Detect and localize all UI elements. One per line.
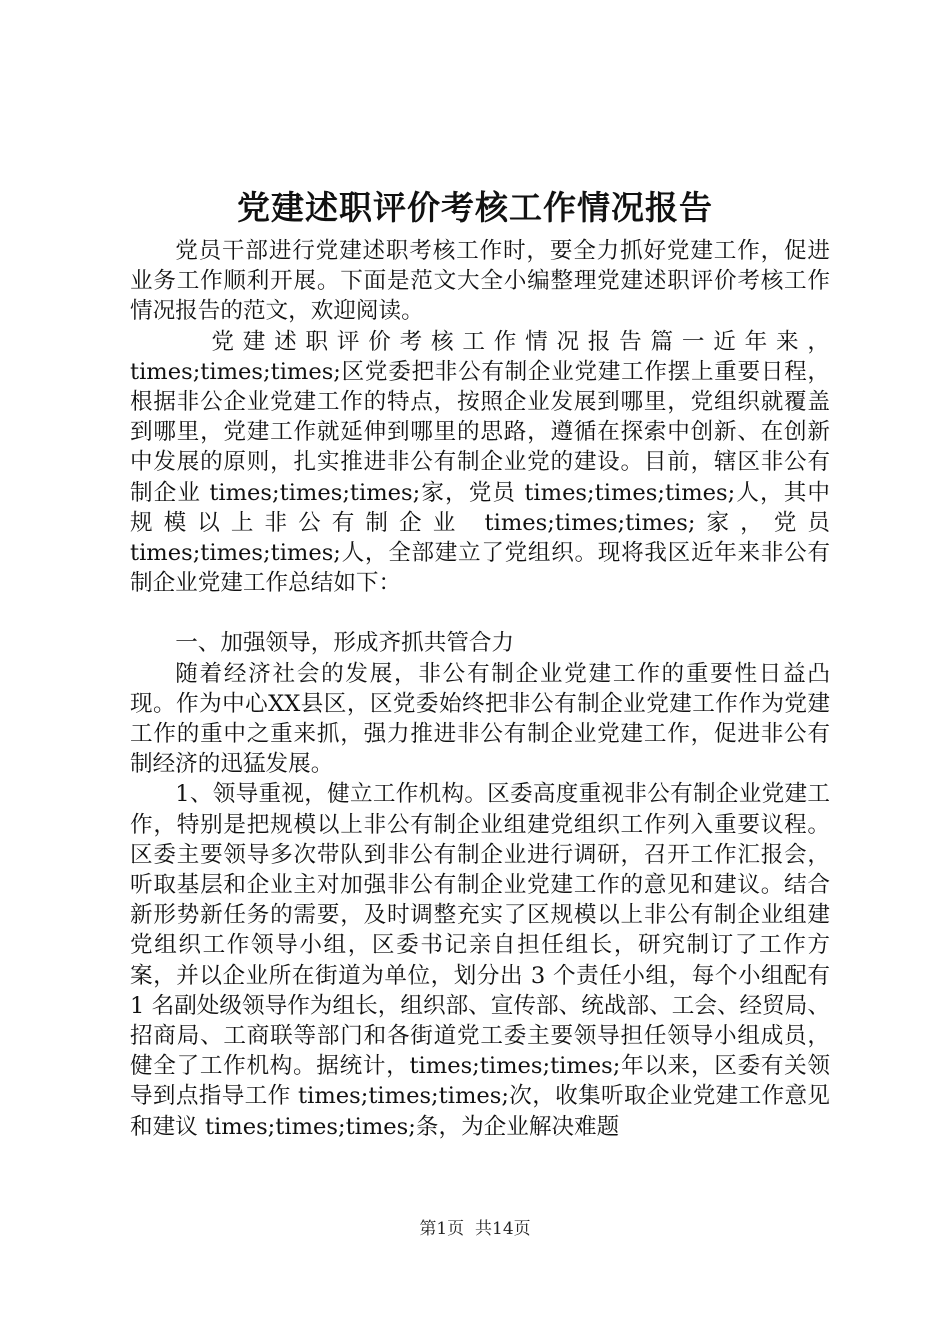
page-footer — [0, 1214, 950, 1239]
page-total: 共14页 — [475, 1219, 531, 1239]
section-heading: 一、加强领导，形成齐抓共管合力 — [175, 630, 515, 657]
section-paragraph: 随着经济社会的发展，非公有制企业党建工作的重要性日益凸现。作为中心XX县区，区党委始终把非公有制企业党建工作作为党建工作的重中之重来抓，强力推进非公有制企业党建工作，促进非公有制经济的迅猛发展。 — [130, 660, 830, 778]
report-paragraph: 党建述职评价考核工作情况报告篇一近年来，times;times;times;区党委把非公有制企业党建工作摆上重要日程，根据非公企业党建工作的特点，按照企业发展到哪里，党组织就覆盖到哪里，党建工作就延伸到哪里的思路，遵循在探索中创新、在创新中发展的原则，扎实推进非公有制企业党的建设。目前，辖区非公有制企业 times;times;times;家，党员 times;times;times;人，其中规模以上非公有制企业 times;times;times;家，党员 times;times;times;人，全部建立了党组织。现将我区近年来非公有制企业党建工作总结如下： — [130, 328, 830, 597]
document-body — [130, 236, 830, 1142]
item-paragraph: 1、领导重视，健立工作机构。区委高度重视非公有制企业党建工作，特别是把规模以上非公有制企业组建党组织工作列入重要议程。区委主要领导多次带队到非公有制企业进行调研，召开工作汇报会，听取基层和企业主对加强非公有制企业党建工作的意见和建议。结合新形势新任务的需要，及时调整充实了区规模以上非公有制企业组建党组织工作领导小组，区委书记亲自担任组长，研究制订了工作方案，并以企业所在街道为单位，划分出 3 个责任小组，每个小组配有 1 名副处级领导作为组长，组织部、宣传部、统战部、工会、经贸局、招商局、工商联等部门和各街道党工委主要领导担任领导小组成员，健全了工作机构。据统计，times;times;times;年以来，区委有关领导到点指导工作 times;times;times;次，收集听取企业党建工作意见和建议 times;times;times;条，为企业解决难题 — [130, 781, 830, 1140]
intro-paragraph: 党员干部进行党建述职考核工作时，要全力抓好党建工作，促进业务工作顺利开展。下面是范文大全小编整理党建述职评价考核工作情况报告的范文，欢迎阅读。 — [130, 238, 830, 325]
page-number: 第1页 — [419, 1219, 465, 1239]
document-title: 党建述职评价考核工作情况报告 — [237, 188, 713, 227]
